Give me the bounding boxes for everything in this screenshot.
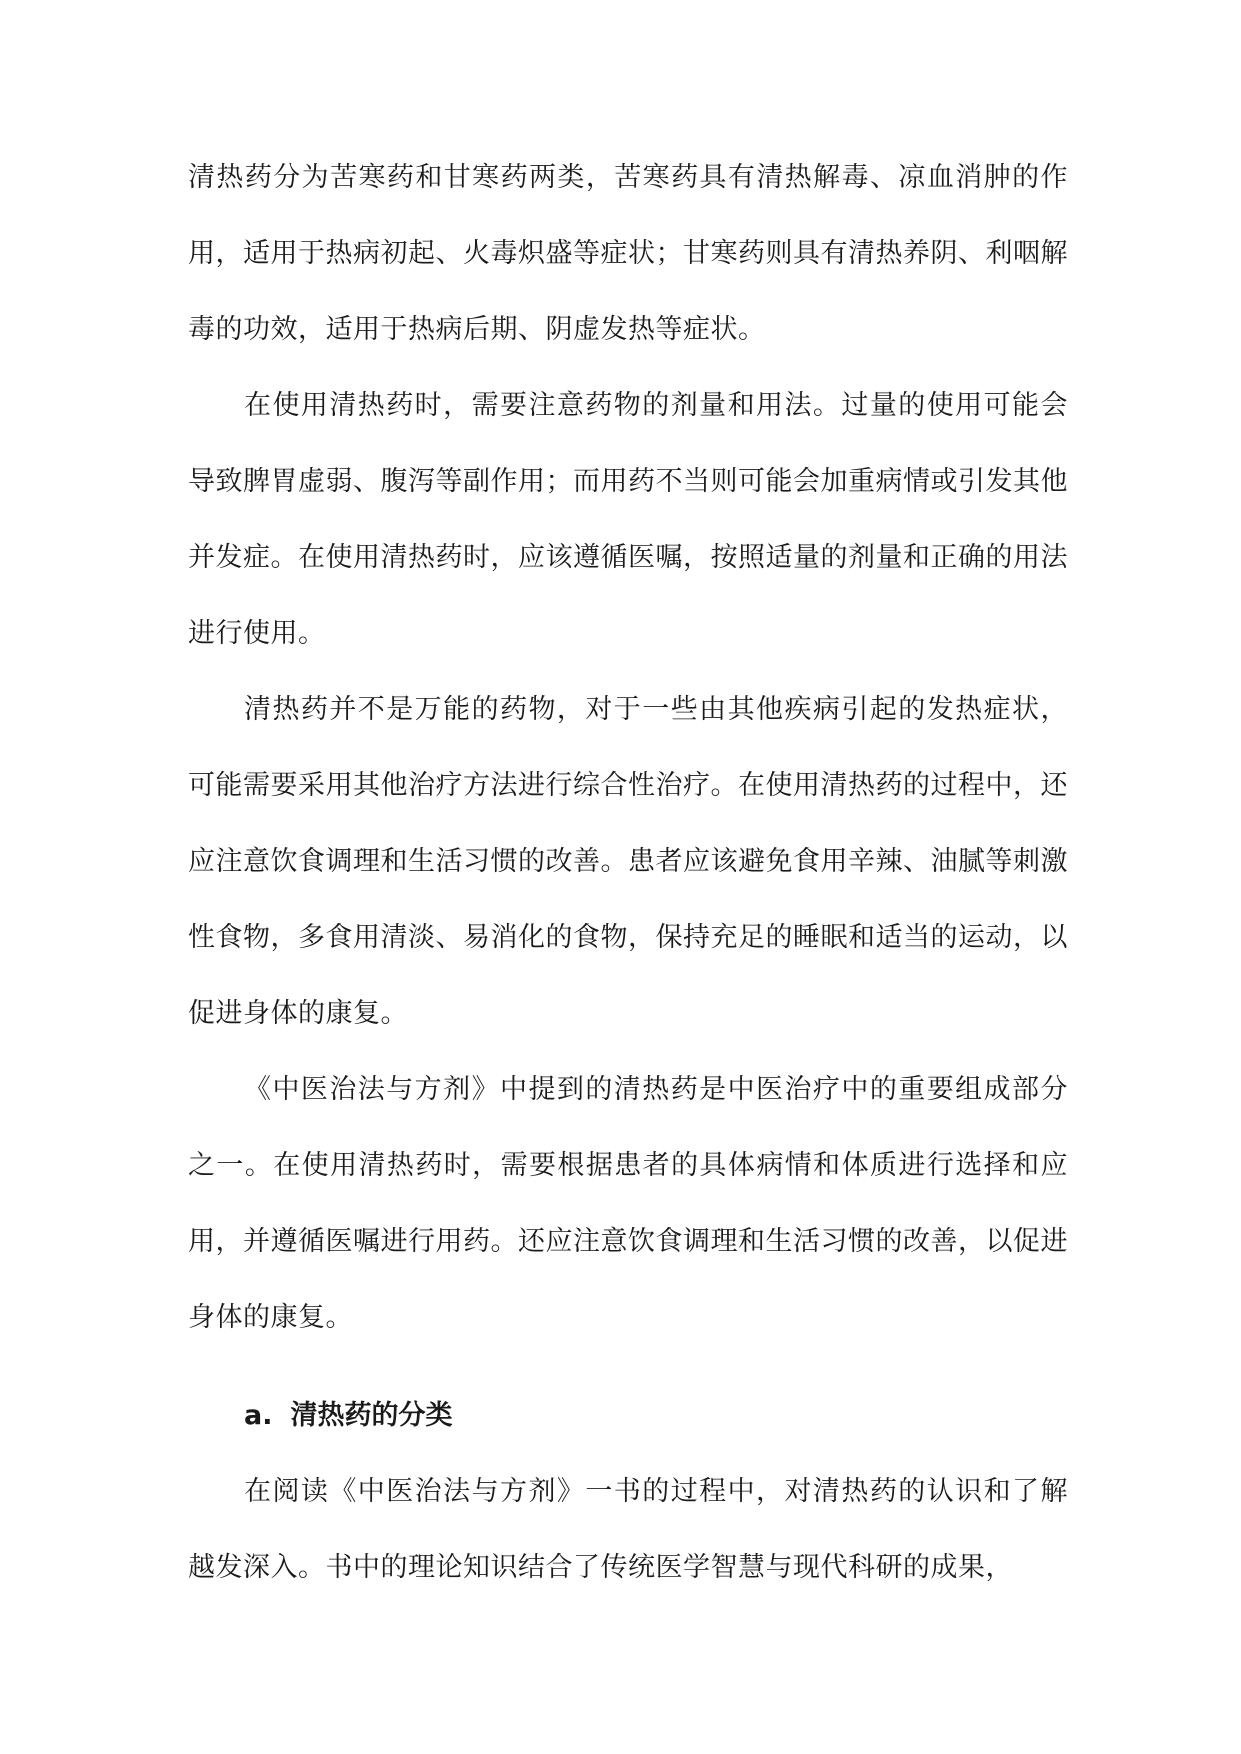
paragraph-3: 清热药并不是万能的药物，对于一些由其他疾病引起的发热症状，可能需要采用其他治疗方法进行综合性治疗。在使用清热药的过程中，还应注意饮食调理和生活习惯的改善。患者应该避免食用辛辣、油腻等刺激性食物，多食用清淡、易消化的食物，保持充足的睡眠和适当的运动，以促进身体的康复。 (188, 694, 1068, 1029)
paragraph-1: 清热药分为苦寒药和甘寒药两类，苦寒药具有清热解毒、凉血消肿的作用，适用于热病初起、火毒炽盛等症状；甘寒药则具有清热养阴、利咽解毒的功效，适用于热病后期、阴虚发热等症状。 (188, 162, 1068, 345)
paragraph-4: 《中医治法与方剂》中提到的清热药是中医治疗中的重要组成部分之一。在使用清热药时，需要根据患者的具体病情和体质进行选择和应用，并遵循医嘱进行用药。还应注意饮食调理和生活习惯的改善，以促进身体的康复。 (188, 1074, 1068, 1333)
section-marker: a. (244, 1400, 273, 1431)
paragraph-2: 在使用清热药时，需要注意药物的剂量和用法。过量的使用可能会导致脾胃虚弱、腹泻等副作用；而用药不当则可能会加重病情或引发其他并发症。在使用清热药时，应该遵循医嘱，按照适量的剂量和正确的用法进行使用。 (188, 390, 1068, 649)
section-heading (188, 1378, 1068, 1454)
paragraph-5: 在阅读《中医治法与方剂》一书的过程中，对清热药的认识和了解越发深入。书中的理论知识结合了传统医学智慧与现代科研的成果， (188, 1476, 1068, 1583)
document-page (188, 140, 1068, 1606)
section-title: 清热药的分类 (290, 1400, 453, 1431)
